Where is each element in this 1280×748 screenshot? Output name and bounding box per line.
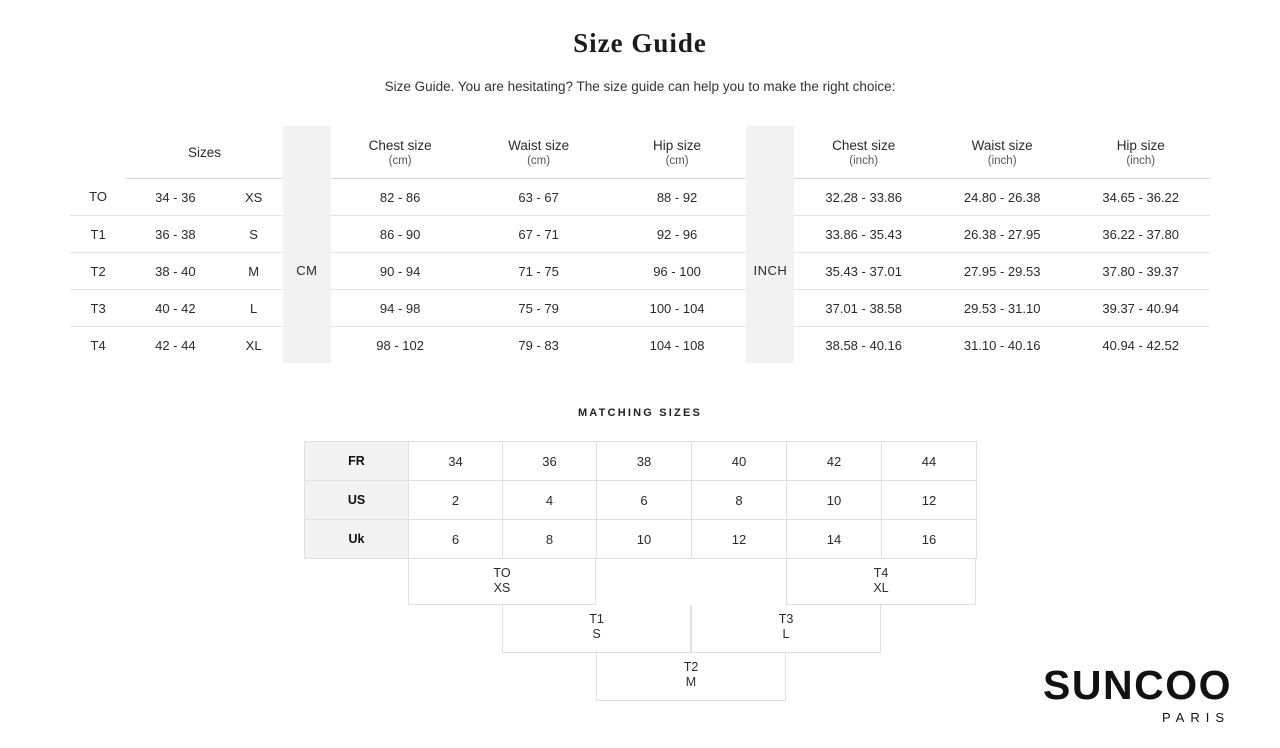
matching-cell: 42 bbox=[787, 442, 882, 481]
cell-hip-inch: 34.65 - 36.22 bbox=[1071, 179, 1210, 216]
matching-cell: 12 bbox=[692, 520, 787, 559]
cell-waist-cm: 75 - 79 bbox=[469, 290, 607, 327]
cell-alpha: XS bbox=[225, 179, 283, 216]
cell-waist-cm: 79 - 83 bbox=[518, 337, 559, 353]
cell-code: T4 bbox=[90, 337, 106, 353]
matching-cell: 10 bbox=[597, 520, 692, 559]
cell-alpha: XL bbox=[245, 337, 262, 353]
unit-cm-label: CM bbox=[283, 179, 331, 364]
cell-hip-cm: 104 - 108 bbox=[649, 337, 705, 353]
matching-cell: 38 bbox=[597, 442, 692, 481]
cell-chest-inch: 37.01 - 38.58 bbox=[794, 290, 932, 327]
cell-waist-inch: 29.53 - 31.10 bbox=[933, 290, 1071, 327]
bracket-code: T1 bbox=[589, 612, 604, 626]
cell-hip-inch: 37.80 - 39.37 bbox=[1071, 253, 1210, 290]
matching-row-label: FR bbox=[305, 442, 409, 481]
cell-fr: 40 - 42 bbox=[126, 290, 224, 327]
cell-chest-cm: 86 - 90 bbox=[331, 216, 469, 253]
cell-chest-cm: 82 - 86 bbox=[331, 179, 469, 216]
size-bracket-group bbox=[304, 559, 976, 707]
matching-cell: 2 bbox=[409, 481, 503, 520]
cell-waist-inch: 26.38 - 27.95 bbox=[933, 216, 1071, 253]
cell-hip-inch: 36.22 - 37.80 bbox=[1071, 216, 1210, 253]
bracket-alpha: XS bbox=[493, 581, 511, 595]
header-chest-cm-unit: (cm) bbox=[388, 154, 412, 167]
cell-waist-cm: 63 - 67 bbox=[469, 179, 607, 216]
cell-fr: 34 - 36 bbox=[126, 179, 224, 216]
header-hip-inch-unit: (inch) bbox=[1126, 154, 1156, 167]
cell-code: T3 bbox=[70, 290, 126, 327]
size-guide-table-container bbox=[70, 126, 1210, 363]
size-guide-table bbox=[70, 126, 1210, 363]
matching-cell: 44 bbox=[882, 442, 977, 481]
cell-code: TO bbox=[70, 179, 126, 216]
header-chest-inch-unit: (inch) bbox=[849, 154, 879, 167]
table-row bbox=[70, 290, 1210, 327]
header-waist-cm-unit: (cm) bbox=[527, 154, 551, 167]
table-row bbox=[70, 253, 1210, 290]
cell-chest-inch: 38.58 - 40.16 bbox=[825, 337, 902, 353]
header-unit-cm bbox=[283, 126, 331, 179]
matching-cell: 36 bbox=[503, 442, 597, 481]
header-blank-code bbox=[70, 126, 126, 179]
cell-chest-cm: 90 - 94 bbox=[331, 253, 469, 290]
table-row bbox=[70, 327, 1210, 364]
matching-cell: 12 bbox=[882, 481, 977, 520]
header-hip-inch-label: Hip size bbox=[1116, 137, 1165, 153]
bracket-code: T4 bbox=[873, 566, 889, 580]
cell-fr: 38 - 40 bbox=[126, 253, 224, 290]
cell-hip-inch: 40.94 - 42.52 bbox=[1102, 337, 1179, 353]
brand-tagline: PARIS bbox=[1161, 710, 1230, 725]
matching-row-uk bbox=[305, 520, 977, 559]
brand-name: SUNCOO bbox=[1043, 662, 1232, 708]
bracket-t1-s bbox=[502, 605, 691, 653]
cell-chest-inch: 33.86 - 35.43 bbox=[794, 216, 932, 253]
cell-waist-inch: 31.10 - 40.16 bbox=[963, 337, 1041, 353]
bracket-t2-m bbox=[596, 653, 786, 701]
cell-alpha: S bbox=[225, 216, 283, 253]
matching-row-label: US bbox=[305, 481, 409, 520]
matching-cell: 40 bbox=[692, 442, 787, 481]
cell-chest-inch: 35.43 - 37.01 bbox=[794, 253, 932, 290]
header-unit-inch bbox=[746, 126, 794, 179]
cell-hip-cm: 100 - 104 bbox=[608, 290, 746, 327]
header-hip-cm-label: Hip size bbox=[653, 137, 702, 153]
page-title: Size Guide bbox=[573, 28, 707, 58]
cell-alpha: M bbox=[225, 253, 283, 290]
table-row bbox=[70, 179, 1210, 216]
header-chest-inch-label: Chest size bbox=[832, 137, 896, 153]
cell-chest-cm: 94 - 98 bbox=[331, 290, 469, 327]
bracket-t3-l bbox=[691, 605, 881, 653]
header-waist-cm-label: Waist size bbox=[508, 137, 570, 153]
cell-waist-cm: 67 - 71 bbox=[469, 216, 607, 253]
header-hip-cm bbox=[608, 126, 746, 179]
matching-sizes-table bbox=[304, 441, 977, 559]
header-hip-cm-unit: (cm) bbox=[665, 154, 689, 167]
bracket-t4-xl bbox=[786, 559, 976, 605]
header-chest-inch bbox=[794, 126, 932, 179]
matching-row-us bbox=[305, 481, 977, 520]
matching-cell: 8 bbox=[503, 520, 597, 559]
header-sizes: Sizes bbox=[126, 126, 283, 179]
table-row bbox=[70, 216, 1210, 253]
header-waist-cm bbox=[469, 126, 607, 179]
cell-chest-cm: 98 - 102 bbox=[376, 337, 424, 353]
bracket-code: T3 bbox=[778, 612, 794, 626]
cell-code: T1 bbox=[70, 216, 126, 253]
brand-logo bbox=[1043, 662, 1232, 725]
matching-cell: 6 bbox=[597, 481, 692, 520]
header-waist-inch bbox=[933, 126, 1071, 179]
cell-chest-inch: 32.28 - 33.86 bbox=[794, 179, 932, 216]
table-header-row bbox=[70, 126, 1210, 179]
matching-sizes-title: MATCHING SIZES bbox=[577, 407, 703, 419]
bracket-code: TO bbox=[493, 566, 511, 580]
bracket-to-xs bbox=[408, 559, 596, 605]
header-chest-cm bbox=[331, 126, 469, 179]
cell-alpha: L bbox=[225, 290, 283, 327]
matching-row-label: Uk bbox=[305, 520, 409, 559]
bracket-alpha: S bbox=[592, 627, 601, 641]
bracket-alpha: M bbox=[685, 675, 697, 689]
bracket-code: T2 bbox=[683, 660, 699, 674]
cell-hip-cm: 92 - 96 bbox=[608, 216, 746, 253]
matching-cell: 34 bbox=[409, 442, 503, 481]
cell-waist-cm: 71 - 75 bbox=[469, 253, 607, 290]
cell-fr: 42 - 44 bbox=[155, 337, 196, 353]
cell-hip-inch: 39.37 - 40.94 bbox=[1071, 290, 1210, 327]
cell-fr: 36 - 38 bbox=[126, 216, 224, 253]
matching-cell: 16 bbox=[882, 520, 977, 559]
bracket-alpha: L bbox=[782, 627, 790, 641]
bracket-alpha: XL bbox=[873, 581, 889, 595]
page-subtitle: Size Guide. You are hesitating? The size guide can help you to make the right choice: bbox=[384, 79, 896, 94]
header-waist-inch-label: Waist size bbox=[971, 137, 1033, 153]
cell-code: T2 bbox=[70, 253, 126, 290]
matching-row-fr bbox=[305, 442, 977, 481]
header-waist-inch-unit: (inch) bbox=[987, 154, 1017, 167]
matching-cell: 8 bbox=[692, 481, 787, 520]
cell-waist-inch: 27.95 - 29.53 bbox=[933, 253, 1071, 290]
matching-sizes-container bbox=[304, 441, 976, 707]
unit-inch-label: INCH bbox=[746, 179, 794, 364]
header-chest-cm-label: Chest size bbox=[368, 137, 432, 153]
cell-hip-cm: 88 - 92 bbox=[608, 179, 746, 216]
header-hip-inch bbox=[1071, 126, 1210, 179]
cell-waist-inch: 24.80 - 26.38 bbox=[933, 179, 1071, 216]
matching-cell: 14 bbox=[787, 520, 882, 559]
matching-cell: 4 bbox=[503, 481, 597, 520]
cell-hip-cm: 96 - 100 bbox=[608, 253, 746, 290]
matching-cell: 10 bbox=[787, 481, 882, 520]
matching-cell: 6 bbox=[409, 520, 503, 559]
